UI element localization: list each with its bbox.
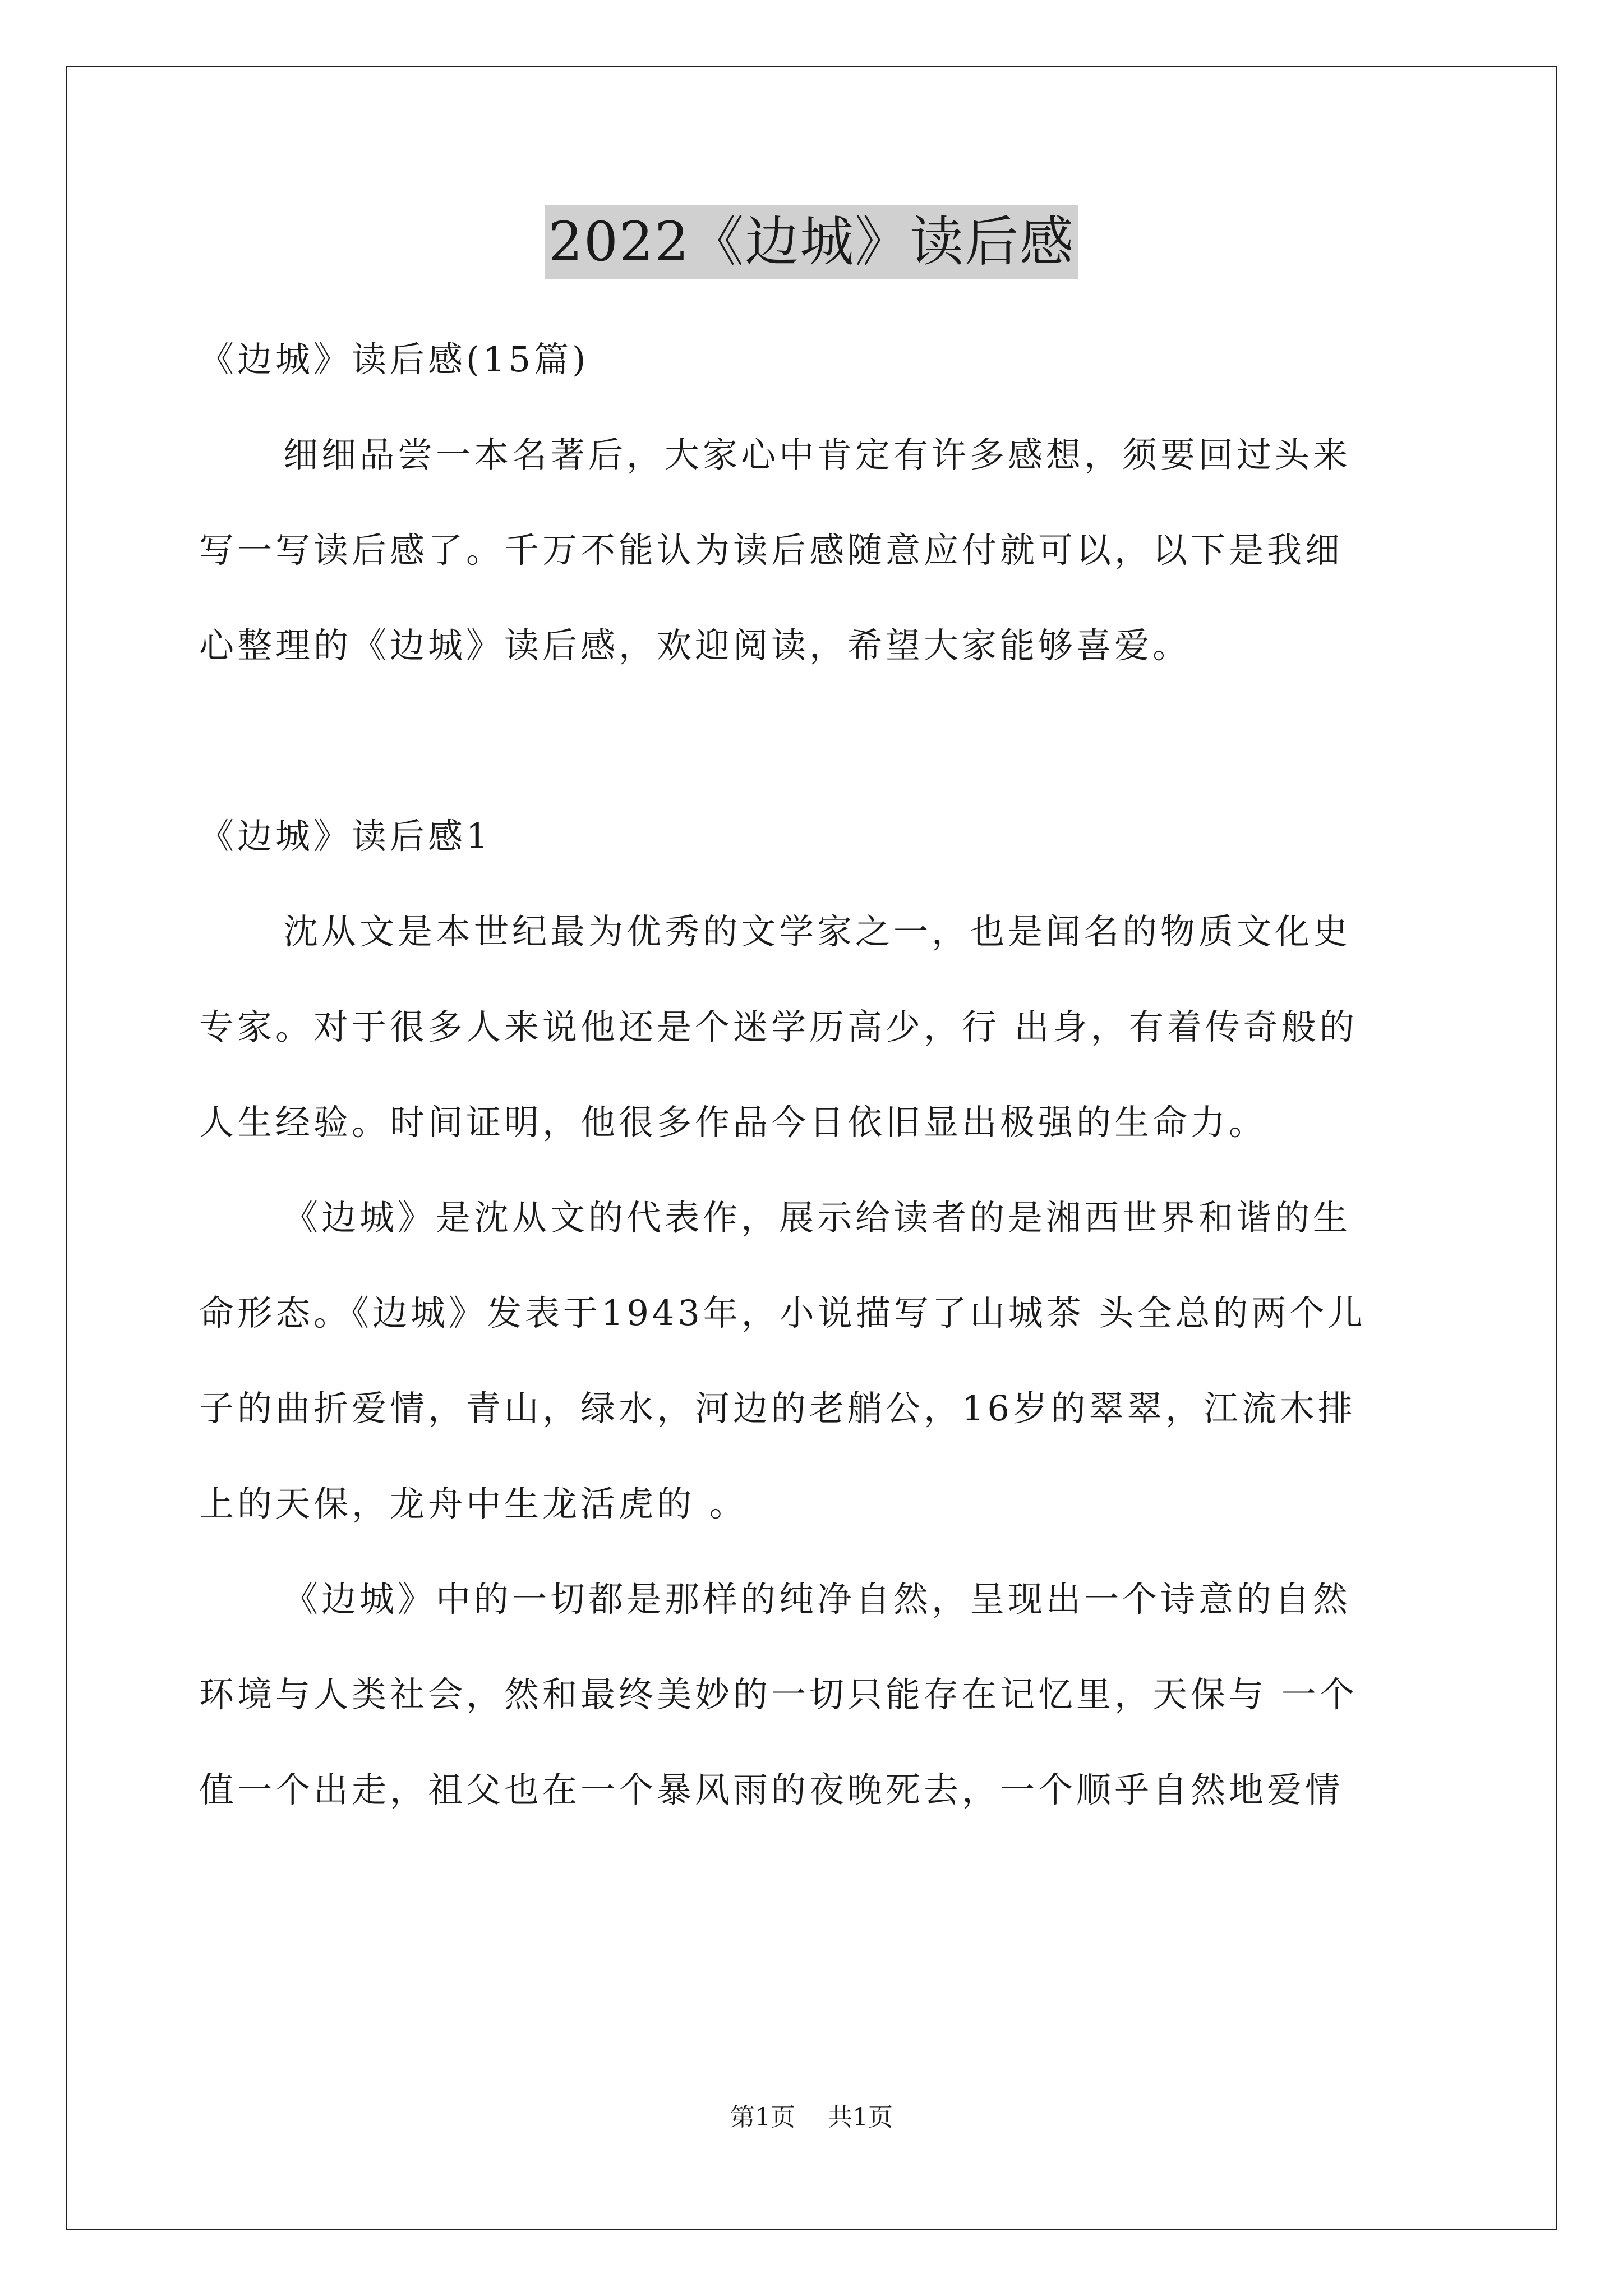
para3-line-3: 值一个出走，祖父也在一个暴风雨的夜晚死去，一个顺乎自然地爱情 bbox=[199, 1769, 1344, 1810]
para2-line-2: 命形态。《边城》发表于1943年，小说描写了山城茶 头全总的两个儿 bbox=[199, 1292, 1366, 1333]
para3-line-1: 《边城》中的一切都是那样的纯净自然，呈现出一个诗意的自然 bbox=[283, 1579, 1352, 1619]
para1-line-3: 人生经验。时间证明，他很多作品今日依旧显出极强的生命力。 bbox=[199, 1102, 1267, 1143]
section-heading: 《边城》读后感1 bbox=[199, 816, 492, 857]
document-title: 2022《边城》读后感 bbox=[545, 205, 1078, 279]
intro-line-1: 细细品尝一本名著后，大家心中肯定有许多感想，须要回过头来 bbox=[283, 434, 1352, 475]
page-total: 共1页 bbox=[828, 2103, 893, 2132]
para1-line-1: 沈从文是本世纪最为优秀的文学家之一，也是闻名的物质文化史 bbox=[283, 911, 1352, 952]
para3-line-2: 环境与人类社会，然和最终美妙的一切只能存在记忆里，天保与 一个 bbox=[199, 1674, 1358, 1715]
para1-line-2: 专家。对于很多人来说他还是个迷学历高少，行 出身，有着传奇般的 bbox=[199, 1006, 1358, 1047]
page-number: 第1页 bbox=[730, 2103, 795, 2132]
intro-line-3: 心整理的《边城》读后感，欢迎阅读，希望大家能够喜爱。 bbox=[199, 625, 1191, 666]
spacer bbox=[199, 693, 1433, 789]
para2-line-3: 子的曲折爱情，青山，绿水，河边的老艄公，16岁的翠翠，江流木排 bbox=[199, 1388, 1356, 1429]
subtitle: 《边城》读后感(15篇) bbox=[199, 339, 589, 380]
document-title-block bbox=[0, 205, 1623, 279]
document-body bbox=[199, 312, 1433, 1838]
page-footer bbox=[0, 2101, 1623, 2134]
para2-line-4: 上的天保，龙舟中生龙活虎的 。 bbox=[199, 1483, 748, 1524]
intro-line-2: 写一写读后感了。千万不能认为读后感随意应付就可以，以下是我细 bbox=[199, 530, 1344, 570]
para2-line-1: 《边城》是沈从文的代表作，展示给读者的是湘西世界和谐的生 bbox=[283, 1197, 1352, 1238]
